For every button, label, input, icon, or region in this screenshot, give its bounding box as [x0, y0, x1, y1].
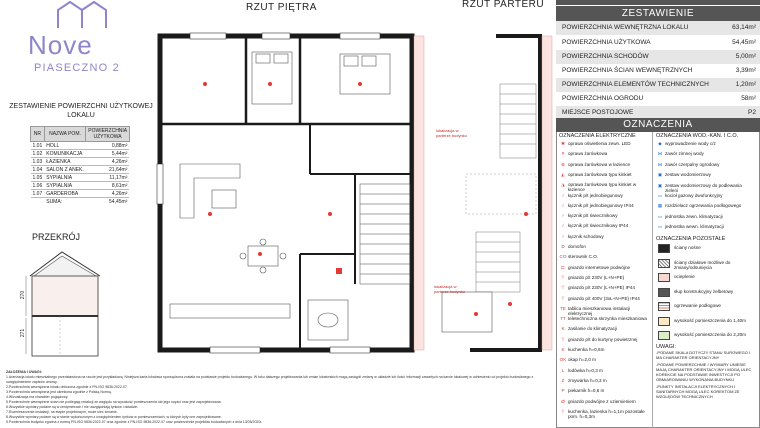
legend-item: [558, 213, 650, 218]
ground-plan-title: RZUT PARTERU: [462, 0, 545, 10]
legend-label: oprawa oświetlenia zewn. LED: [568, 141, 631, 146]
plan-note: lokalizacja w parterze budynku: [436, 128, 467, 138]
legend-symbol-icon: ▭: [657, 224, 663, 230]
legend-symbol-icon: ♂: [561, 192, 565, 198]
legend-symbol-icon: ⊤: [560, 285, 565, 291]
legend-symbol-icon: ▭: [657, 213, 663, 219]
legend-item: [558, 378, 650, 383]
legend-item: [655, 183, 747, 193]
legend-label: łącznik p/t jednobiegunowy IP44: [568, 202, 634, 208]
legend-label: oprawa żarówkowa typu kinkiet: [568, 171, 632, 177]
room-summary-table: [30, 126, 130, 206]
legend-swatch: [658, 317, 670, 326]
legend-item: [558, 357, 650, 362]
legend-item: [558, 337, 650, 342]
legend-symbol-icon: OK: [559, 357, 567, 363]
legend-label: zasilanie do klimatyzacji: [568, 326, 618, 332]
note-item: 7.Rozmieszczenie instalacji, na etapie projektowym, może ulec zmianie.: [6, 410, 118, 414]
legend-item: [558, 326, 650, 331]
legend-label: ściany nośne: [674, 245, 701, 250]
legend-label: domofon: [568, 244, 586, 249]
legend-symbol-icon: ⊤: [560, 336, 565, 342]
legend-item: [558, 162, 650, 167]
legend-item: [655, 151, 747, 156]
legend-item: [558, 316, 650, 321]
stat-row: POWIERZCHNIA ELEMENTÓW TECHNICZNYCH 1,20m²: [556, 78, 760, 93]
stat-row: POWIERZCHNIA SCHODÓW 5,00m²: [556, 50, 760, 65]
legend-symbol-icon: TE: [560, 305, 566, 311]
legend-label: jednostka wewn. klimatyzacji: [665, 224, 724, 230]
legend-item: [558, 172, 650, 177]
legend-label: gniazdo p/t do kurtyny powietrznej: [568, 336, 638, 342]
col-nr: NR: [31, 127, 45, 142]
remark-item: -PODANE SKALA DOTYCZY STANU SUROWEGO I MA CHARAKTER ORIENTACYJNY: [656, 350, 751, 360]
note-item: 2.Powierzchnia wewnętrzna lokalu obliczona zgodnie z PN-ISO 9836:2022-07.: [6, 385, 128, 389]
legend-label: łącznik p/t jednobiegunowy: [568, 192, 623, 198]
dim-lower: 271: [20, 328, 27, 338]
legend-label: lodówka h=0,3 m: [568, 367, 603, 373]
house-logo-icon: [52, 0, 112, 30]
legend-item: [558, 275, 650, 280]
legend-label: sterownik C.O.: [568, 254, 599, 260]
legend-label: ściany działowe możliwe do zmiany/odsunięcia: [674, 259, 731, 270]
plan-note: lokalizacja w parterze budynku: [434, 284, 465, 294]
legend-item: [558, 399, 650, 404]
legend-item: [655, 141, 747, 146]
legend-symbol-icon: P: [561, 388, 565, 394]
section-drawing: [20, 246, 120, 358]
table-row: 1.04 SALON Z ANEK. 21,64m²: [32, 166, 128, 173]
legend-title: OZNACZENIA: [556, 118, 760, 132]
legend-symbol-icon: ✱: [561, 141, 565, 146]
legend-label: teletechniczna skrzynka mieszkaniowa: [568, 316, 647, 322]
legend-label: gniazdo p/t 230V (L+N+PE): [568, 274, 625, 280]
legend-label: ocieplenie: [674, 274, 695, 279]
legend-label: słup konstrukcyjny żelbetowy: [674, 288, 734, 294]
legend-item: [655, 214, 747, 219]
stat-row: POWIERZCHNIA UŻYTKOWA 54,45m²: [556, 36, 760, 51]
legend-symbol-icon: CO: [559, 254, 567, 260]
legend-item: [558, 141, 650, 146]
legend-divider: [652, 132, 653, 428]
note-item: 5.Powierzchnie wewnętrzne ścian nie podlegają redakcji ze względu na wysokość pomieszczenia lub jego części oraz jest zaprojektowana.: [6, 400, 222, 404]
legend-item: [558, 388, 650, 393]
table-row: 1.03 ŁAZIENKA 4,26m²: [32, 158, 128, 165]
legend-item: [558, 265, 650, 270]
legend-label: kuchenka h=0,6m: [568, 347, 605, 352]
other-legend-title: OZNACZENIA POZOSTAŁE: [656, 236, 726, 242]
legend-symbol-icon: ▣: [657, 172, 663, 178]
legend-label: gniazdo p/t 400V (3xL+N+PE) IP44: [568, 295, 640, 301]
stats-title: ZESTAWIENIE: [556, 6, 760, 21]
col-name: NAZWA POM.: [44, 127, 86, 142]
legend-label: piekarnik h=0,6 m: [568, 388, 605, 394]
legend-label: gniazdo podwójne z uziemieniem: [568, 398, 636, 404]
legend-label: tablica mieszkaniowa instalacji elektrycznej: [568, 305, 631, 316]
legend-item: [655, 162, 747, 167]
upper-plan-title: RZUT PIĘTRA: [246, 2, 317, 13]
remark-item: -PUNKTY INSTALACJI ELEKTRYCZNYCH I SANITARNYCH MOGĄ ULEC KOREKTOM ZE WZGLĘDÓW TECHNICZNYCH: [656, 384, 740, 399]
legend-symbol-icon: ▭: [657, 193, 663, 198]
notes-heading: ZAŁOŻENIA I UWAGI:: [6, 370, 42, 374]
legend-symbol-icon: ✕: [561, 151, 565, 157]
legend-swatch: [658, 288, 670, 297]
note-item: 4.Wizualizacja ma charakter poglądowy.: [6, 395, 69, 399]
stat-row: MIEJSCE POSTOJOWE P2: [556, 106, 760, 121]
legend-symbol-icon: ▣: [657, 182, 663, 188]
legend-label: jednostka zewn. klimatyzacji: [665, 213, 723, 219]
stat-row: POWIERZCHNIA ŚCIAN WEWNĘTRZNYCH 3,39m²: [556, 64, 760, 79]
legend-label: zestaw wodomierzowy do podlewania zieleni: [665, 182, 742, 193]
remark-item: -PODANE POWIERZCHNIE I WYMIARY UNIESIE MAJĄ CHARAKTER ORIENTACYJNY I MOGĄ ULEC KOREKCIE NA PODSTAWIE INWESTYCJI PO OBMIAROWANIU WYKONANIA BUDYNKU: [656, 362, 752, 382]
note-item: 3.Powierzchnia wewnętrzna jest określona zgodnie z Polską Normą.: [6, 390, 112, 394]
legend-item: [655, 193, 747, 198]
upper-floor-plan: [150, 14, 430, 364]
legend-item: [558, 203, 650, 208]
dim-upper: 270: [20, 290, 27, 300]
legend-label: zawór czerpalny ogrodowy: [665, 161, 720, 167]
legend-symbol-icon: ▦: [657, 203, 663, 209]
legend-symbol-icon: ⋈: [657, 151, 663, 157]
legend-label: oprawa żarówkowa typu kinkiet w łazience: [568, 182, 637, 193]
section-title: PRZEKRÓJ: [32, 232, 81, 242]
legend-item: [655, 224, 747, 229]
notes-block: [6, 370, 536, 425]
legend-label: gniazdo internetowe podwójne: [568, 264, 631, 270]
legend-item: [558, 223, 650, 228]
legend-swatch: [658, 273, 670, 282]
legend-symbol-icon: ◭: [561, 171, 565, 177]
table-row: 1.07 GARDEROBA 4,26m²: [32, 190, 128, 197]
legend-symbol-icon: ⊤: [560, 274, 565, 280]
legend-symbol-icon: Ø: [561, 398, 565, 404]
legend-item: [558, 151, 650, 156]
summary-title: ZESTAWIENIE POWIERZCHNI UŻYTKOWEJ LOKALU: [9, 103, 153, 119]
legend-symbol-icon: L: [561, 367, 565, 373]
table-row: 1.01 HOLL 0,88m²: [32, 142, 128, 149]
legend-item: [558, 296, 650, 301]
legend-item: [558, 193, 650, 198]
brand-name: Nove: [28, 30, 93, 60]
legend-swatch: [658, 259, 670, 268]
legend-label: rozdzielacz ogrzewania podłogowego: [665, 203, 742, 209]
table-row: 1.05 SYPIALNIA 11,17m²: [32, 174, 128, 181]
legend-symbol-icon: ⊏: [561, 264, 565, 270]
brand-subtitle: PIASECZNO 2: [34, 62, 120, 74]
legend-label: łącznik p/t świecznikowy IP44: [568, 223, 629, 229]
legend-symbol-icon: TT: [560, 316, 566, 322]
legend-symbol-icon: ♂: [561, 213, 565, 219]
legend-label: łącznik schodowy: [568, 233, 604, 239]
legend-symbol-icon: ⋈: [657, 161, 663, 167]
legend-item: [558, 254, 650, 259]
legend-swatch: [658, 244, 670, 253]
legend-label: oprawa żarówkowa w łazience: [568, 161, 631, 167]
legend-label: zestaw wodomierzowy: [665, 172, 711, 178]
legend-symbol-icon: Z: [561, 377, 565, 383]
legend-symbol-icon: ♂: [561, 233, 565, 239]
legend-item: [558, 409, 650, 419]
legend-label: wysokość pomieszczenia do 1,40m: [674, 317, 747, 323]
legend-symbol-icon: K: [561, 326, 565, 332]
remarks: [656, 350, 756, 399]
legend-swatch: [658, 331, 670, 340]
col-area: POWIERZCHNIA UŻYTKOWA: [86, 127, 130, 142]
legend-label: gniazdo p/t 230V (L+N+PE) IP44: [568, 285, 635, 291]
legend-label: zmywarka h=0,3 m: [568, 377, 607, 383]
legend-symbol-icon: D: [561, 244, 565, 249]
ground-floor-plan: [436, 14, 554, 366]
legend-label: okap h=2,0 m: [568, 357, 596, 363]
legend-label: kocioł gazowy dwufunkcyjny: [665, 193, 723, 198]
table-sum-row: SUMA: 54,45m²: [46, 198, 128, 205]
stat-row: POWIERZCHNIA OGRODU 58m²: [556, 92, 760, 107]
note-item: 8.Wszystkie wymiary podane są w stanie wykończonym z uwzględnieniem tynków w pomieszczeniach, w których były one zaprojektowane.: [6, 415, 222, 419]
legend-item: [655, 203, 747, 208]
legend-item: [558, 306, 650, 316]
stat-row: POWIERZCHNIA WEWNĘTRZNA LOKALU 63,14m²: [556, 21, 760, 36]
legend-symbol-icon: ♂: [561, 223, 565, 229]
legend-item: [558, 182, 650, 192]
legend-symbol-icon: ⊤: [560, 295, 565, 301]
legend-item: [558, 347, 650, 352]
legend-swatch: [658, 302, 670, 311]
legend-item: [558, 285, 650, 290]
top-strip: [556, 0, 760, 5]
legend-symbol-icon: ⊗: [561, 161, 565, 167]
legend-label: wyprowadzenie wody c/z: [665, 141, 716, 146]
legend-label: wysokość pomieszczenia do 2,20m: [674, 332, 747, 337]
water-legend-title: OZNACZENIA WOD.-KAN. I C.O.: [656, 133, 739, 139]
legend-item: [558, 368, 650, 373]
legend-label: zawór zimnej wody: [665, 151, 704, 157]
legend-label: ogrzewanie podłogowe: [674, 303, 721, 308]
note-item: 6.Wszystkie wymiary podane są w centymetrach i nie uwzględniają tynków i okładzin.: [6, 405, 139, 409]
legend-label: kuchenka, łazienka h=1,1m pozostałe pom. h=0,3m: [568, 408, 645, 419]
remarks-title: UWAGI:: [656, 344, 676, 350]
note-item: 9.Powierzchnia budynku zgodna z normą PN-ISO 9836:2022-07 oraz zgodnie z PN-ISO 9836:2022-07 oraz powierzchnie projektów budowlanych z dnia 13/05/2020r.: [6, 420, 263, 424]
legend-label: łącznik p/t świecznikowy: [568, 213, 618, 219]
legend-symbol-icon: K: [561, 347, 565, 352]
note-item: 1.Aranżacja lokalu mieszkalnego przedstawiona na rzucie jest przykładową. Niniejsza karta lokalowa sporządzona została na podstawie projektu budowlanego. W toku dalszego projektowania lub zmian lokatorskich mogą zastąpić zmiany w układzie lub ilości informacji zawartych na karcie lokalowej w odniesieniu od projektu budowlanego z uwzględnieniem zapisów umowy.: [6, 375, 534, 384]
legend-symbol-icon: ◮: [561, 182, 565, 188]
legend-item: [558, 244, 650, 249]
table-row: 1.02 KOMUNIKACJA 5,44m²: [32, 150, 128, 157]
legend-symbol-icon: ♂: [561, 202, 565, 208]
legend-item: [558, 234, 650, 239]
legend-symbol-icon: ⊤: [560, 408, 565, 414]
table-row: 1.06 SYPIALNIA 8,61m²: [32, 182, 128, 189]
electrical-legend-title: OZNACZENIA ELEKTRYCZNE: [559, 133, 636, 139]
legend-symbol-icon: ◆: [658, 141, 662, 146]
legend-label: oprawa żarówkowa: [568, 151, 608, 157]
legend-item: [655, 172, 747, 177]
